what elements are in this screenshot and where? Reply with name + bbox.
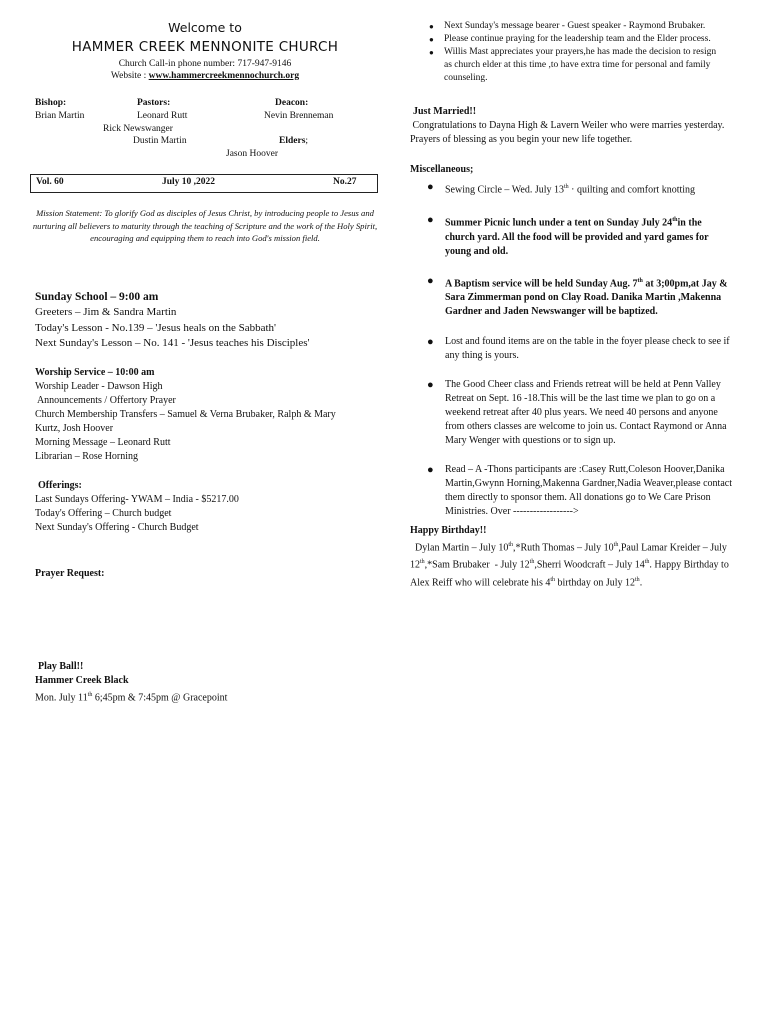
- announcement-text: counseling.: [444, 73, 488, 83]
- sunday-school-line: Greeters – Jim & Sandra Martin: [35, 306, 177, 318]
- issue-box: [30, 174, 378, 193]
- misc-list: [410, 180, 760, 519]
- ordinal-suffix: th: [508, 542, 513, 548]
- birthday-fragment: .: [639, 576, 643, 588]
- picnic-text: church yard. All the food will be provided and yard games for: [445, 231, 709, 243]
- retreat-text: Retreat on Sept. 16 -18.This will be the last time we plan to go on a: [445, 392, 716, 404]
- offering-line: Last Sundays Offering- YWAM – India - $5217.00: [35, 494, 239, 505]
- announcement-item: [410, 46, 755, 59]
- welcome-heading: Welcome to: [168, 20, 242, 35]
- birthday-fragment: . Happy Birthday to: [649, 559, 729, 571]
- announcement-item: [410, 72, 755, 85]
- ordinal-suffix: th: [550, 576, 556, 583]
- read-a-thon-text: Martin,Gwynn Horning,Makenna Gardner,Nadia Weaver,please contact: [445, 477, 732, 489]
- sewing-text: Sewing Circle – Wed. July 13: [445, 184, 564, 196]
- birthday-fragment: ,Sherri Woodcraft – July 14: [534, 559, 645, 571]
- offering-line: Next Sunday's Offering - Church Budget: [35, 522, 199, 533]
- ordinal-suffix: th: [637, 277, 643, 284]
- deacon-label: Deacon:: [275, 98, 309, 108]
- bullet-icon: ●: [429, 48, 434, 57]
- bishop-name: Brian Martin: [35, 111, 85, 121]
- pastor-name: Rick Newswanger: [103, 124, 173, 134]
- elder-name: Jason Hoover: [226, 149, 278, 159]
- bullet-icon: ●: [429, 22, 434, 31]
- announcement-text: as church elder at this time ,to have extra time for personal and family: [444, 60, 711, 70]
- misc-item-lost-found: [410, 335, 760, 363]
- misc-item-retreat: [410, 378, 760, 448]
- married-line: Congratulations to Dayna High & Lavern Weiler who were marries yesterday.: [410, 120, 725, 131]
- announcement-text: Willis Mast appreciates your prayers,he has made the decision to resign: [444, 47, 717, 57]
- misc-title: Miscellaneous;: [410, 164, 474, 175]
- game-date: Mon. July 11: [35, 692, 88, 704]
- worship-line: Kurtz, Josh Hoover: [35, 423, 114, 434]
- bullet-icon: ●: [427, 463, 434, 476]
- picnic-text: in the: [677, 217, 702, 229]
- website-link[interactable]: www.hammercreekmennochurch.org: [148, 71, 300, 81]
- game-time: 6;45pm & 7:45pm @ Gracepoint: [92, 692, 228, 704]
- baptism-text: A Baptism service will be held Sunday Aug. 7: [445, 277, 638, 289]
- issue-date: July 10 ,2022: [162, 177, 216, 187]
- married-section: [410, 105, 760, 147]
- issue-number: No.27: [333, 177, 357, 187]
- play-ball-title: Play Ball!!: [38, 661, 84, 672]
- bullet-icon: ●: [429, 35, 434, 44]
- birthday-fragment: 12: [410, 559, 420, 571]
- play-ball-section: [35, 660, 380, 705]
- misc-item-picnic: [410, 213, 760, 258]
- sunday-school-line: Next Sunday's Lesson – No. 141 - 'Jesus teaches his Disciples': [35, 337, 310, 349]
- retreat-text: Mary Wenger with questions or to sign up.: [445, 434, 616, 446]
- misc-item-baptism: [410, 274, 760, 319]
- ordinal-suffix: th: [635, 576, 640, 583]
- announcement-item: [410, 33, 755, 46]
- baptism-text: Sara Zimmerman pond on Clay Road. Danika Martin ,Makenna: [445, 291, 722, 303]
- worship-line: Church Membership Transfers – Samuel & Verna Brubaker, Ralph & Mary: [35, 409, 336, 420]
- worship-line: Worship Leader - Dawson High: [35, 381, 163, 392]
- prayer-request-title: Prayer Request:: [35, 568, 105, 579]
- elders-suffix: ;: [305, 136, 309, 146]
- married-title: Just Married!!: [413, 106, 477, 117]
- announcement-item: [410, 59, 755, 72]
- ordinal-suffix: th: [613, 542, 619, 548]
- worship-section: [35, 366, 380, 464]
- offerings-title: Offerings:: [38, 480, 82, 491]
- misc-item-sewing: [410, 180, 760, 197]
- baptism-text: Gardner and Jaden Newswanger will be baptized.: [445, 305, 658, 317]
- pastor-name: Dustin Martin: [133, 136, 187, 146]
- ordinal-suffix: th: [644, 559, 650, 566]
- website-line: [30, 70, 380, 83]
- phone-line: Church Call-in phone number: 717-947-9146: [118, 59, 292, 69]
- picnic-text: young and old.: [445, 245, 509, 257]
- read-a-thon-text: Read – A -Thons participants are :Casey Rutt,Coleson Hoover,Danika: [445, 463, 725, 475]
- elders-heading: [279, 135, 308, 148]
- bullet-icon: ●: [427, 274, 434, 287]
- ordinal-suffix: th: [529, 559, 535, 566]
- worship-line: Librarian – Rose Horning: [35, 451, 139, 462]
- top-announcements: [410, 20, 755, 85]
- announcement-text: Next Sunday's message bearer - Guest speaker - Raymond Brubaker.: [444, 21, 706, 31]
- ordinal-suffix: th: [564, 184, 569, 190]
- deacon-name: Nevin Brenneman: [264, 111, 334, 121]
- retreat-text: from others classes are welcome to join us. Contact Raymond or Anna: [445, 420, 727, 432]
- ordinal-suffix: th: [672, 217, 678, 224]
- retreat-text: The Good Cheer class and Friends retreat will be held at Penn Valley: [445, 378, 721, 390]
- birthday-title: Happy Birthday!!: [410, 525, 487, 536]
- lost-found-text: any thing is yours.: [445, 349, 519, 361]
- sewing-text: · quilting and comfort knotting: [568, 184, 696, 196]
- birthday-fragment: ,*Ruth Thomas – July 10: [513, 542, 614, 554]
- birthday-section: [410, 524, 760, 590]
- birthday-fragment: Dylan Martin – July 10: [410, 542, 509, 554]
- bullet-icon: ●: [427, 378, 434, 391]
- sunday-school-line: Today's Lesson - No.139 – 'Jesus heals on the Sabbath': [35, 321, 277, 334]
- birthday-fragment: ,*Sam Brubaker - July 12: [424, 559, 530, 571]
- misc-item-read-a-thon: [410, 463, 760, 519]
- announcement-text: Please continue praying for the leadership team and the Elder process.: [444, 34, 711, 44]
- birthday-fragment: birthday on July 12: [555, 576, 636, 588]
- lost-found-text: Lost and found items are on the table in the foyer please check to see if: [445, 335, 730, 347]
- issue-volume: Vol. 60: [36, 177, 64, 187]
- elders-label: Elders: [279, 136, 306, 146]
- worship-line: Announcements / Offertory Prayer: [35, 395, 176, 406]
- baptism-text: at 3;00pm,at Jay &: [642, 277, 728, 289]
- retreat-text: weekend retreat after 40 plus years. We need 40 persons and anyone: [445, 406, 718, 418]
- ordinal-suffix: th: [87, 692, 93, 698]
- bishop-label: Bishop:: [35, 98, 67, 108]
- birthday-text: [410, 538, 760, 590]
- birthday-fragment: Alex Reiff who will celebrate his 4: [410, 576, 551, 588]
- sunday-school-title: Sunday School – 9:00 am: [35, 291, 159, 303]
- offering-line: Today's Offering – Church budget: [35, 508, 172, 519]
- picnic-text: Summer Picnic lunch under a tent on Sunday July 24: [445, 217, 673, 229]
- ordinal-suffix: th: [420, 559, 425, 566]
- bullet-icon: ●: [427, 214, 434, 227]
- pastors-label: Pastors:: [137, 98, 171, 108]
- read-a-thon-text: Ministries. Over ------------------>: [445, 505, 579, 517]
- mission-statement: Mission Statement: To glorify God as disciples of Jesus Christ, by introducing people to Jesus and nurturing all believers to maturity through the teaching of Scripture and the work of the Holy Spirit, encouraging and equipping them to reach into God's mission field.: [32, 208, 378, 243]
- worship-title: Worship Service – 10:00 am: [35, 367, 155, 378]
- read-a-thon-text: them directly to sponsor them. All donations go to We Care Prison: [445, 491, 711, 503]
- married-line: Prayers of blessing as you begin your new life together.: [410, 134, 633, 145]
- website-label: Website :: [110, 71, 147, 81]
- game-line: [35, 688, 380, 705]
- team-name: Hammer Creek Black: [35, 675, 129, 686]
- birthday-fragment: ,Paul Lamar Kreider – July: [618, 542, 727, 554]
- pastor-name: Leonard Rutt: [137, 111, 188, 121]
- bullet-icon: ●: [427, 181, 434, 193]
- bullet-icon: ●: [427, 335, 434, 348]
- worship-line: Morning Message – Leonard Rutt: [35, 437, 171, 448]
- sunday-school-section: [35, 289, 380, 352]
- church-name: HAMMER CREEK MENNONITE CHURCH: [71, 39, 339, 55]
- offerings-section: [35, 479, 380, 535]
- announcement-item: [410, 20, 755, 33]
